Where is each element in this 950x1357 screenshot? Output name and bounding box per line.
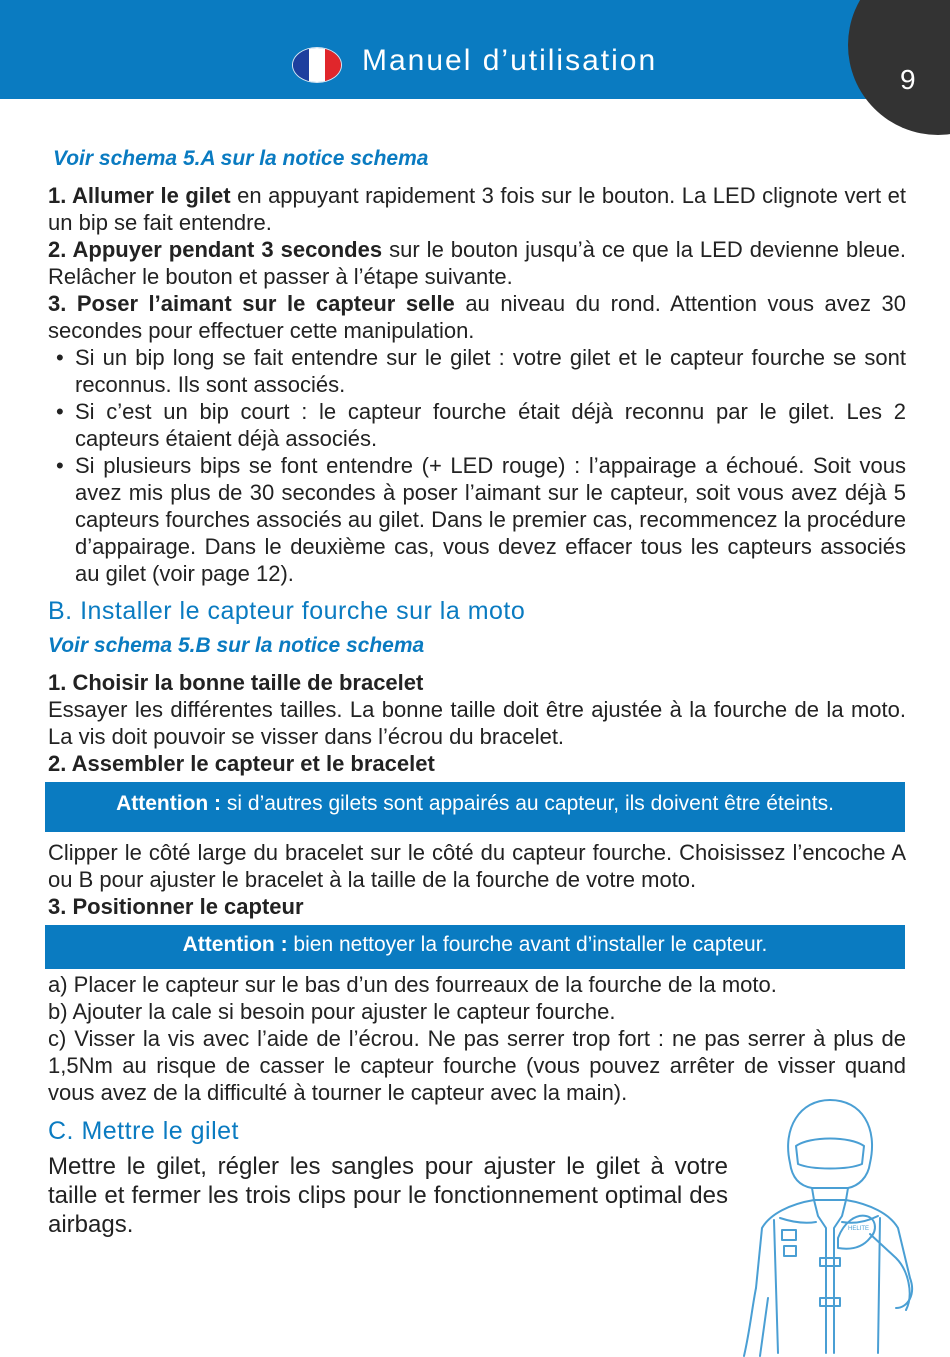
section-c-text: Mettre le gilet, régler les sangles pour ajuster le gilet à votre taille et fermer les trois clips pour le fonctionnement optimal des airbags. bbox=[48, 1153, 728, 1238]
step-b1-text: Essayer les différentes tailles. La bonne taille doit être ajustée à la fourche de la moto. La vis doit pouvoir se visser dans l’écrou du bracelet. bbox=[48, 697, 906, 749]
substep-b: b) Ajouter la cale si besoin pour ajuster le capteur fourche. bbox=[48, 999, 616, 1024]
section-b-title: B. Installer le capteur fourche sur la moto bbox=[48, 597, 526, 625]
vest-brand-label: HELITE bbox=[848, 1226, 870, 1232]
header-bar bbox=[0, 0, 950, 99]
step-b2-text: Clipper le côté large du bracelet sur le côté du capteur fourche. Choisissez l’encoche A ou B pour ajuster le bracelet à la taille de la fourche de votre moto. bbox=[48, 840, 906, 892]
step-a3: 3. Poser l’aimant sur le capteur selle au niveau du rond. Attention vous avez 30 secondes pour effectuer cette manipulation. bbox=[48, 291, 906, 343]
french-flag-icon bbox=[292, 47, 342, 83]
attention-callout-1: Attention : si d’autres gilets sont appairés au capteur, ils doivent être éteints. bbox=[45, 782, 905, 832]
list-item: • Si plusieurs bips se font entendre (+ LED rouge) : l’appairage a échoué. Soit vous avez mis plus de 30 secondes à poser l’aimant sur le capteur, soit vous avez déjà 5 capteurs fourches associés au gilet. Dans le premier cas, recommencez la procédure d’appairage. Dans le deuxième cas, vous devez effacer tous les capteurs associés au gilet (voir page 12). bbox=[48, 452, 906, 587]
attention-callout-2: Attention : bien nettoyer la fourche avant d’installer le capteur. bbox=[45, 925, 905, 969]
list-item: • Si c’est un bip court : le capteur fourche était déjà reconnu par le gilet. Les 2 capteurs étaient déjà associés. bbox=[48, 398, 906, 452]
step-b1-title: 1. Choisir la bonne taille de bracelet bbox=[48, 670, 424, 695]
manual-title: Manuel d’utilisation bbox=[362, 44, 658, 77]
section-c-title: C. Mettre le gilet bbox=[48, 1117, 240, 1145]
substep-c: c) Visser la vis avec l’aide de l’écrou. Ne pas serrer trop fort : ne pas serrer à plus de 1,5Nm au risque de casser le capteur fourche (vous pouvez arrêter de visser quand vous avez de la difficulté à tourner le capteur avec la main). bbox=[48, 1026, 906, 1105]
step-a1: 1. Allumer le gilet en appuyant rapidement 3 fois sur le bouton. La LED clignote vert et un bip se fait entendre. bbox=[48, 183, 906, 235]
schema-reference-a: Voir schema 5.A sur la notice schema bbox=[53, 147, 429, 170]
vest-rider-illustration bbox=[730, 1098, 930, 1357]
page-number-badge bbox=[848, 0, 950, 135]
page-content bbox=[48, 145, 906, 1239]
page-number: 9 bbox=[900, 64, 916, 95]
step-b3-title: 3. Positionner le capteur bbox=[48, 894, 304, 919]
step-b2-title: 2. Assembler le capteur et le bracelet bbox=[48, 751, 435, 776]
result-list bbox=[48, 344, 906, 587]
step-a2: 2. Appuyer pendant 3 secondes sur le bouton jusqu’à ce que la LED devienne bleue. Relâcher le bouton et passer à l’étape suivante. bbox=[48, 237, 906, 289]
list-item: • Si un bip long se fait entendre sur le gilet : votre gilet et le capteur fourche se sont reconnus. Ils sont associés. bbox=[48, 344, 906, 398]
substep-a: a) Placer le capteur sur le bas d’un des fourreaux de la fourche de la moto. bbox=[48, 972, 777, 997]
schema-reference-b: Voir schema 5.B sur la notice schema bbox=[48, 634, 425, 657]
